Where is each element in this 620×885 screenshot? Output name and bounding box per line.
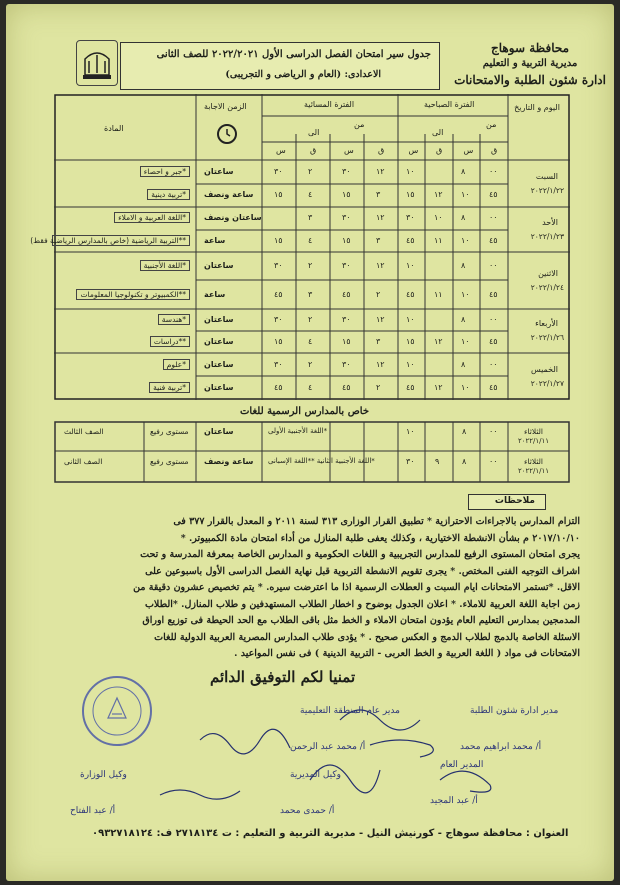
- signature-role: وكيل الوزارة: [80, 770, 127, 780]
- morning-to-s: ٣٠: [406, 213, 415, 223]
- morning-to-s: ١٠: [406, 166, 415, 176]
- signature-name: أ/ عبد المجيد: [430, 796, 478, 806]
- subject-name: *علوم: [163, 359, 190, 370]
- governorate: محافظة سوهاج: [491, 41, 570, 55]
- evening-from-s: ١٥: [342, 190, 351, 200]
- signature-name: أ/ محمد ابراهيم محمد: [460, 742, 542, 752]
- subject-name: *جبر و احصاء: [140, 166, 190, 177]
- morning-from-q: ٠٠: [489, 261, 498, 271]
- page-subtitle: الاعدادى: (العام و الرياضى و التجريبى): [225, 69, 381, 80]
- day-name: الأحد: [542, 217, 558, 227]
- day-date: ٢٠٢٢/١/٢٤: [530, 282, 564, 292]
- day-name: الاثنين: [538, 268, 558, 278]
- evening-to-s: ٣٠: [274, 261, 283, 271]
- subject-name: **الكمبيوتر و تكنولوجيا المعلومات: [76, 289, 190, 300]
- evening-from-q: ٣: [376, 190, 381, 200]
- lang-from-s: ٨: [462, 427, 467, 436]
- exam-duration: ساعتان ونصف: [204, 213, 262, 223]
- morning-from-q: ٤٥: [489, 190, 498, 200]
- lang-to-s: ١٠: [406, 427, 415, 436]
- header-from-morning: من: [486, 120, 497, 129]
- exam-duration: ساعتان: [204, 315, 234, 324]
- subject-name: *هندسة: [158, 314, 190, 325]
- header-subject: المادة: [104, 124, 124, 133]
- header-morning: الفترة الصباحية: [424, 100, 475, 109]
- evening-from-q: ٣: [376, 337, 381, 346]
- evening-to-q: ٢: [308, 261, 313, 271]
- evening-from-q: ١٢: [376, 261, 385, 271]
- morning-from-q: ٤٥: [489, 383, 498, 393]
- schedule-table: [30, 94, 570, 400]
- morning-from-q: ٠٠: [489, 213, 498, 223]
- subject-name: *تربية فنية: [149, 382, 190, 393]
- lang-grade: الصف الثانى: [64, 457, 103, 466]
- note-line: يجرى امتحان المستوى الرفيع للمدارس التجريبية و اللغات الحكومية و المدارس الخاصة بمعرفة المدرسة و تحت: [140, 549, 580, 560]
- evening-from-s: ٤٥: [342, 289, 351, 299]
- morning-to-s: ٤٥: [406, 235, 415, 245]
- lang-day-name: الثلاثاء: [524, 457, 544, 466]
- day-name: الخميس: [530, 364, 558, 374]
- header-to-evening: الى: [308, 128, 320, 137]
- morning-from-s: ١٠: [461, 289, 470, 299]
- lang-from-q: ٠٠: [489, 457, 498, 466]
- evening-to-s: ٣٠: [274, 315, 283, 324]
- morning-from-s: ٨: [461, 213, 466, 223]
- notes-label-box: [468, 494, 546, 510]
- evening-to-s: ١٥: [274, 337, 283, 346]
- day-date: ٢٠٢٢/١/٢٦: [530, 333, 564, 342]
- exam-duration: ساعتان: [204, 337, 234, 346]
- note-line: التزام المدارس بالاجراءات الاحترازية * تطبيق القرار الوزارى ٣١٣ لسنة ٢٠١١ و المعدل بالقرار ٣٧٧ فى: [173, 516, 580, 527]
- morning-to-s: ١٠: [406, 315, 415, 324]
- evening-to-s: ١٥: [274, 235, 283, 245]
- lang-date: ٢٠٢٢/١/١١: [518, 467, 550, 475]
- morning-from-s: ١٠: [461, 190, 470, 200]
- signature-name: أ/ حمدى محمد: [280, 806, 335, 816]
- evening-from-s: ٤٥: [342, 383, 351, 393]
- morning-to-q: ١١: [434, 235, 443, 245]
- footer-address: العنوان : محافظة سوهاج - كورنيش النيل - مديرية التربية و التعليم : ت ٢٧١٨١٣٤ ف: ٠٩٣٢٧١٨١٢٤: [92, 828, 569, 839]
- evening-from-s: ٣٠: [342, 359, 351, 369]
- signature-role: مدير عام المنطقة التعليمية: [300, 706, 400, 716]
- lang-to-s: ٣٠: [406, 457, 415, 466]
- directorate: مديرية التربية و التعليم: [482, 58, 578, 69]
- evening-from-q: ١٢: [376, 315, 385, 324]
- note-line: الامتحانات فى مواد ( اللغة العربية و الخط العربى - التربية الدينية ) فى نفس المواعيد .: [234, 648, 580, 659]
- qs-header-cell: س: [276, 146, 286, 155]
- lang-from-q: ٠٠: [489, 427, 498, 436]
- note-line: اشراف التوجيه الفنى المختص. * يجرى تقويم الانشطة التربوية قبل نهاية الفصل الدراسى الأول باسبوعين على: [145, 565, 580, 577]
- evening-to-s: ٤٥: [274, 289, 283, 299]
- notes-block: [40, 514, 580, 663]
- lang-subject: *اللغة الأجنبية الثانية **اللغة الإسبانى: [268, 457, 375, 465]
- lang-grade: الصف الثالث: [64, 427, 104, 436]
- signature-name: أ/ محمد عبد الرحمن: [290, 742, 366, 752]
- day-name: السبت: [535, 171, 558, 181]
- morning-to-s: ٤٥: [406, 383, 415, 393]
- qs-header-cell: ق: [310, 146, 317, 155]
- lang-duration: ساعتان: [204, 427, 234, 436]
- morning-from-s: ٨: [461, 359, 466, 369]
- ministry-logo-icon: [76, 40, 118, 86]
- morning-from-s: ٨: [461, 166, 466, 176]
- lang-to-q: ٩: [435, 457, 440, 466]
- signature-name: أ/ عبد الفتاح: [70, 806, 116, 816]
- morning-from-s: ١٠: [461, 235, 470, 245]
- evening-from-q: ٣: [376, 235, 381, 245]
- issuer-block: [454, 40, 606, 88]
- closing-text: تمنيا لكم التوفيق الدائم: [210, 668, 356, 686]
- title-box: [120, 42, 440, 90]
- morning-to-s: ١٥: [406, 337, 415, 346]
- exam-duration: ساعة: [204, 235, 226, 245]
- day-date: ٢٠٢٢/١/٢٣: [530, 231, 564, 241]
- morning-from-q: ٠٠: [489, 166, 498, 176]
- evening-to-q: ٤: [308, 337, 313, 346]
- evening-to-q: ٢: [308, 359, 313, 369]
- evening-from-q: ١٢: [376, 213, 385, 223]
- subject-name: **التربية الرياضية (خاص بالمدارس الرياضية فقط): [52, 235, 190, 246]
- qs-header-cell: س: [463, 146, 474, 155]
- day-name: الأربعاء: [535, 319, 558, 328]
- day-date: ٢٠٢٢/١/٢٧: [530, 378, 564, 388]
- note-line: الاسئلة الخاصة بالدمج لطلاب الدمج و العكس صحيح . * يؤدى طلاب المدارس المصرية العربية الدولية للغات: [154, 631, 580, 643]
- lang-rows: [54, 421, 570, 483]
- evening-from-q: ٢: [376, 289, 381, 299]
- exam-duration: ساعتان: [204, 166, 234, 176]
- evening-to-q: ٤: [308, 235, 313, 245]
- evening-from-q: ١٢: [376, 359, 385, 369]
- morning-from-s: ٨: [461, 315, 466, 324]
- qs-header-cell: س: [408, 146, 419, 155]
- subject-name: *تربية دينية: [147, 189, 190, 200]
- evening-to-q: ٣: [308, 289, 313, 299]
- morning-from-s: ١٠: [461, 337, 470, 346]
- exam-duration: ساعتان: [204, 359, 234, 369]
- qs-header-cell: س: [344, 146, 354, 155]
- exam-duration: ساعتان: [204, 383, 234, 393]
- evening-from-s: ٣٠: [342, 261, 351, 271]
- evening-to-s: ٣٠: [274, 166, 283, 176]
- official-schools-title: خاص بالمدارس الرسمية للغات: [240, 406, 370, 417]
- qs-header-cell: ق: [436, 146, 443, 155]
- morning-from-q: ٤٥: [489, 235, 498, 245]
- evening-to-q: ٤: [308, 383, 313, 393]
- subject-name: *اللغة الأجنبية: [140, 260, 190, 271]
- notes-label: ملاحظات: [494, 496, 535, 506]
- morning-to-q: ١١: [434, 289, 443, 299]
- morning-to-s: ١٠: [406, 261, 415, 271]
- lang-level: مستوى رفيع: [150, 457, 189, 466]
- exam-duration: ساعتان: [204, 261, 234, 271]
- evening-from-q: ١٢: [376, 166, 385, 176]
- lang-from-s: ٨: [462, 457, 467, 466]
- exam-duration: ساعة ونصف: [204, 190, 254, 200]
- morning-to-q: ١٢: [434, 190, 443, 200]
- morning-from-s: ١٠: [461, 383, 470, 393]
- note-line: ٢٠١٧/١٠/١٠ م بشأن الانشطة الاختيارية ، وكذلك يعفى طلبة المنازل من أداء امتحان مادة الكمبيوتر. *: [180, 532, 580, 544]
- evening-to-q: ٣: [308, 213, 313, 223]
- header-evening: الفترة المسائية: [304, 100, 355, 109]
- subject-name: **دراسات: [150, 336, 190, 347]
- lang-level: مستوى رفيع: [150, 427, 189, 436]
- day-date: ٢٠٢٢/١/٢٢: [530, 185, 564, 195]
- evening-to-q: ٤: [308, 190, 313, 200]
- evening-from-s: ٣٠: [342, 166, 351, 176]
- evening-to-s: ٣٠: [274, 359, 283, 369]
- note-line: زمن اجابة اللغة العربية للاملاء. * اعلان الجدول بوضوح و اخطار الطلاب المستهدفين و طلاب المنازل. *الطلاب: [144, 598, 580, 610]
- lang-day-name: الثلاثاء: [524, 427, 544, 436]
- evening-to-s: ١٥: [274, 190, 283, 200]
- department: ادارة شئون الطلبة والامتحانات: [454, 73, 606, 87]
- morning-to-q: ١٢: [434, 337, 443, 346]
- morning-to-q: ١٠: [434, 213, 443, 223]
- morning-to-q: ١٢: [434, 383, 443, 393]
- morning-to-s: ٤٥: [406, 289, 415, 299]
- evening-from-s: ١٥: [342, 235, 351, 245]
- lang-duration: ساعة ونصف: [204, 457, 254, 466]
- header-duration: الزمن الاجابة: [204, 102, 247, 111]
- evening-to-q: ٢: [308, 315, 313, 324]
- morning-to-s: ١٠: [406, 359, 415, 369]
- signature-role: وكيل المديرية: [290, 770, 341, 780]
- morning-to-s: ١٥: [406, 190, 415, 200]
- page-title: جدول سير امتحان الفصل الدراسى الأول ٢٠٢٢/٢٠٢١ للصف الثانى: [156, 49, 431, 60]
- morning-from-q: ٤٥: [489, 337, 498, 346]
- evening-to-q: ٢: [308, 166, 313, 176]
- evening-from-s: ١٥: [342, 337, 351, 346]
- signature-role: مدير ادارة شئون الطلبة: [470, 706, 559, 716]
- note-line: المدمجين بمدارس التعليم العام يؤدون امتحان الاملاء و الخط مثل باقى الطلاب مع الحد الحيطة فى توزيع اوراق: [142, 615, 580, 626]
- morning-from-s: ٨: [461, 261, 466, 271]
- lang-date: ٢٠٢٢/١/١١: [518, 437, 550, 445]
- evening-from-q: ٢: [376, 383, 381, 393]
- evening-from-s: ٣٠: [342, 315, 351, 324]
- clock-icon: [217, 124, 237, 144]
- evening-to-s: ٤٥: [274, 383, 283, 393]
- subject-name: *اللغة العربية و الاملاء: [114, 212, 190, 223]
- morning-from-q: ٤٥: [489, 289, 498, 299]
- header-to-morning: الى: [432, 128, 444, 137]
- signature-scribbles: [140, 700, 580, 820]
- morning-from-q: ٠٠: [489, 315, 498, 324]
- header-day-date: اليوم و التاريخ: [514, 103, 560, 112]
- morning-from-q: ٠٠: [489, 359, 498, 369]
- note-line: الاقل. *تستمر الامتحانات ايام السبت و العطلات الرسمية اذا ما اعترضت سيره. * يتم تخصيص عشرون دقيقة من: [133, 582, 580, 593]
- evening-from-s: ٣٠: [342, 213, 351, 223]
- header-from-evening: من: [354, 120, 365, 129]
- signature-role: المدير العام: [440, 760, 484, 770]
- qs-header-cell: ق: [378, 146, 385, 155]
- exam-duration: ساعة: [204, 289, 226, 299]
- lang-subject: *اللغة الأجنبية الأولى: [268, 427, 328, 435]
- qs-header-cell: ق: [491, 146, 498, 155]
